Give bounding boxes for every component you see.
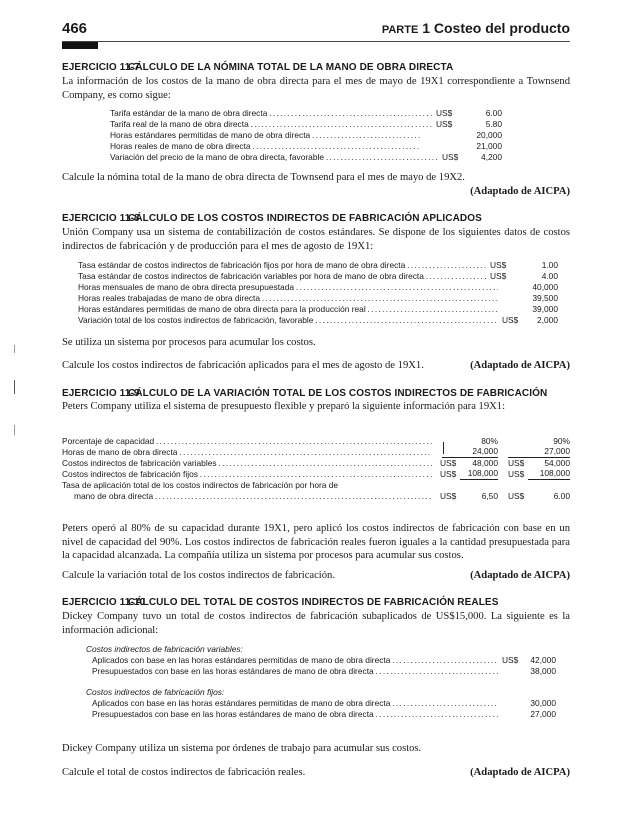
exercise-question: Calcule la nómina total de la mano de obra directa de Townsend para el mes de mayo de 19X2. (62, 172, 465, 183)
header-rule (62, 41, 570, 42)
row-value: 4,200 (481, 152, 502, 162)
exercise-question: Calcule el total de costos indirectos de fabricación reales. (62, 767, 306, 778)
source-credit: (Adaptado de AICPA) (470, 186, 570, 197)
row-value: 1.00 (541, 260, 558, 270)
currency-symbol: US$ (436, 119, 453, 129)
exercise-note: Dickey Company utiliza un sistema por órdenes de trabajo para acumular sus costos. (62, 743, 422, 754)
table-row (62, 469, 570, 480)
row-value: 39,500 (532, 293, 558, 303)
data-table (62, 436, 570, 502)
row-label: Costos indirectos de fabricación variables . . . (62, 458, 432, 469)
table-row (78, 315, 558, 326)
row-value-80: 24,000 (442, 446, 498, 458)
row-label: mano de obra directa . . . (74, 491, 432, 502)
table-row (78, 271, 558, 282)
header-bar (62, 42, 98, 49)
row-label: Aplicados con base en las horas estándares permitidas de mano de obra directa . . . (92, 698, 498, 709)
row-label: Tarifa estándar de la mano de obra directa . . . (110, 108, 432, 119)
row-label: Horas estándares permitidas de mano de obra directa . . . (110, 130, 420, 141)
currency-symbol: US$ (502, 315, 519, 325)
source-credit: (Adaptado de AICPA) (470, 570, 570, 581)
currency-symbol: US$ (440, 491, 457, 501)
row-value: 30,000 (530, 698, 556, 708)
data-table (86, 644, 556, 720)
row-value-90: 54,000 (544, 458, 570, 468)
row-label: Horas mensuales de mano de obra directa presupuestada . . . (78, 282, 498, 293)
row-value-90: 108,000 (528, 468, 570, 480)
part-header (382, 20, 570, 36)
exercise-heading (62, 597, 498, 608)
row-label: Variación total de los costos indirectos de fabricación, favorable . . . (78, 315, 498, 326)
fixed-heading: Costos indirectos de fabricación fijos: (86, 687, 225, 697)
exercise-heading (62, 213, 482, 224)
table-row (78, 260, 558, 271)
row-label: Presupuestados con base en las horas estándares de mano de obra directa . . . (92, 666, 498, 677)
exercise-title: CÁLCULO DE LA VARIACIÓN TOTAL DE LOS COSTOS INDIRECTOS DE FABRICACIÓN (128, 388, 548, 399)
currency-symbol: US$ (440, 458, 457, 468)
currency-symbol: US$ (508, 469, 525, 479)
currency-symbol: US$ (490, 271, 507, 281)
row-value: 39,000 (532, 304, 558, 314)
exercise-intro: Peters Company utiliza el sistema de presupuesto flexible y preparó la siguiente información para 19X1: (62, 401, 506, 412)
row-value-80: 108,000 (460, 468, 498, 480)
row-value: 38,000 (530, 666, 556, 676)
part-label: PARTE (381, 24, 419, 36)
row-label: Presupuestados con base en las horas estándares de mano de obra directa . . . (92, 709, 498, 720)
part-text: 1 Costeo del producto (422, 20, 570, 36)
row-value-90: 27,000 (508, 446, 570, 458)
table-row (62, 491, 570, 502)
row-label: Horas reales de mano de obra directa . . . (110, 141, 420, 152)
exercise-body: Peters operó al 80% de su capacidad durante 19X1, pero aplicó los costos indirectos de fabricación con base en un nivel de capacidad del 90%. Los costos indirectos de fabricación reales fueron iguales a la cantidad presupuestada para la capacidad alcanzada. La compañía utiliza un sistema por procesos para acumular sus costos. (62, 523, 570, 561)
table-row (110, 141, 502, 152)
margin-mark (14, 425, 15, 435)
exercise-question: Calcule la variación total de los costos indirectos de fabricación. (62, 570, 335, 581)
source-credit: (Adaptado de AICPA) (470, 360, 570, 371)
row-value: 40,000 (532, 282, 558, 292)
row-label: Horas reales trabajadas de mano de obra directa . . . (78, 293, 498, 304)
currency-symbol: US$ (508, 491, 525, 501)
row-value: 2,000 (537, 315, 558, 325)
margin-mark (14, 380, 15, 394)
table-row (110, 108, 502, 119)
table-row (78, 282, 558, 293)
page-number: 466 (62, 20, 88, 37)
table-row (110, 152, 502, 163)
currency-symbol: US$ (442, 152, 459, 162)
exercise-intro: La información de los costos de la mano de obra directa para el mes de mayo de 19X1 correspondiente a Townsend Company, es como sigue: (62, 76, 570, 101)
row-label: Tasa estándar de costos indirectos de fabricación variables por hora de mano de obra directa . . . (78, 271, 486, 282)
row-value-80: 48,000 (472, 458, 498, 468)
row-value: 6.00 (485, 108, 502, 118)
row-label: Tarifa real de la mano de obra directa . . . (110, 119, 432, 130)
row-value-80: 80% (481, 436, 498, 446)
exercise-title: CÁLCULO DEL TOTAL DE COSTOS INDIRECTOS DE FABRICACIÓN REALES (128, 597, 499, 608)
table-row (86, 666, 556, 677)
spacer (86, 677, 556, 687)
data-table (110, 108, 502, 163)
row-label: Variación del precio de la mano de obra directa, favorable . . . (110, 152, 438, 163)
row-label: Tasa de aplicación total de los costos indirectos de fabricación por hora de (62, 480, 339, 490)
exercise-question: Calcule los costos indirectos de fabricación aplicados para el mes de agosto de 19X1. (62, 360, 424, 371)
row-label: Horas estándares permitidas de mano de obra directa para la producción real . . . (78, 304, 498, 315)
row-label: Horas de mano de obra directa . . . (62, 447, 432, 458)
variable-heading: Costos indirectos de fabricación variables: (86, 644, 243, 654)
table-row (86, 709, 556, 720)
exercise-number: EJERCICIO 11-10 (62, 597, 146, 608)
row-label: Tasa estándar de costos indirectos de fabricación fijos por hora de mano de obra directa . . . (78, 260, 486, 271)
row-value: 20,000 (476, 130, 502, 140)
data-table (78, 260, 558, 326)
currency-symbol: US$ (508, 458, 525, 468)
table-row (110, 130, 502, 141)
exercise-heading (62, 62, 453, 73)
table-row (78, 293, 558, 304)
row-value-90: 6.00 (553, 491, 570, 501)
currency-symbol: US$ (440, 469, 457, 479)
table-row (62, 480, 570, 491)
row-value: 42,000 (530, 655, 556, 665)
exercise-heading (62, 388, 547, 399)
exercise-number: EJERCICIO 11-9 (62, 388, 140, 399)
column-divider (443, 442, 444, 454)
row-value: 4.00 (541, 271, 558, 281)
row-label: Aplicados con base en las horas estándares permitidas de mano de obra directa . . . (92, 655, 498, 666)
currency-symbol: US$ (436, 108, 453, 118)
table-row (110, 119, 502, 130)
section-heading (86, 644, 556, 655)
currency-symbol: US$ (502, 655, 519, 665)
currency-symbol: US$ (490, 260, 507, 270)
table-row (62, 447, 570, 458)
row-label: Porcentaje de capacidad . . . (62, 436, 432, 447)
row-value: 5.80 (485, 119, 502, 129)
table-row (78, 304, 558, 315)
row-value-80: 6,50 (481, 491, 498, 501)
source-credit: (Adaptado de AICPA) (470, 767, 570, 778)
exercise-intro: Dickey Company tuvo un total de costos indirectos de fabricación subaplicados de US$15,000. La siguiente es la información adicional: (62, 611, 570, 636)
table-row (86, 698, 556, 709)
exercise-note: Se utiliza un sistema por procesos para acumular los costos. (62, 337, 316, 348)
exercise-number: EJERCICIO 11-8 (62, 213, 140, 224)
row-value-90: 90% (553, 436, 570, 446)
row-label: Costos indirectos de fabricación fijos . . . (62, 469, 432, 480)
exercise-intro: Unión Company usa un sistema de contabilización de costos estándares. Se dispone de los siguientes datos de costos indirectos de fabricación y de producción para el mes de agosto de 19X1: (62, 227, 570, 252)
exercise-number: EJERCICIO 11-7 (62, 62, 140, 73)
margin-mark (14, 345, 15, 353)
exercise-title: CÁLCULO DE LA NÓMINA TOTAL DE LA MANO DE OBRA DIRECTA (128, 62, 454, 73)
row-value: 27,000 (530, 709, 556, 719)
table-row (86, 655, 556, 666)
row-value: 21,000 (476, 141, 502, 151)
section-heading (86, 687, 556, 698)
exercise-title: CÁLCULO DE LOS COSTOS INDIRECTOS DE FABRICACIÓN APLICADOS (128, 213, 482, 224)
